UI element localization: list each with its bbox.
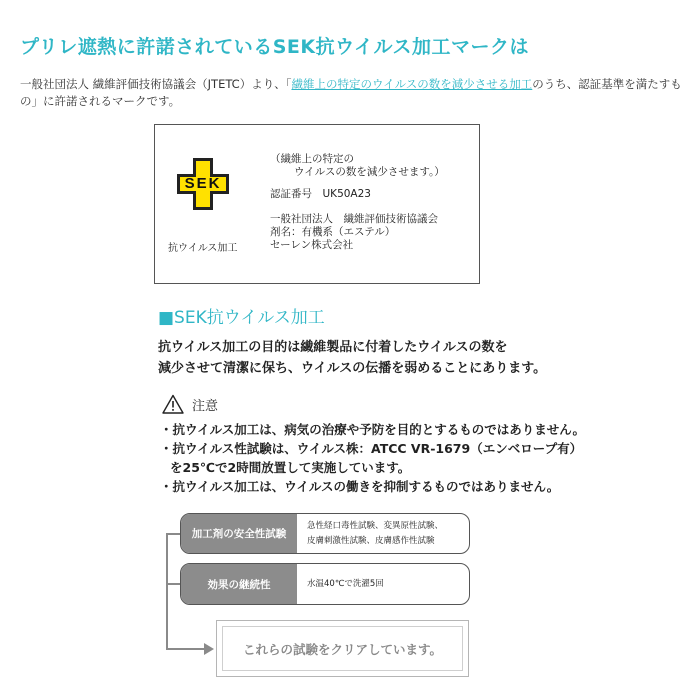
durability-detail-1: 水温40℃で洗濯5回 [307, 578, 384, 589]
warning-triangle-icon [162, 394, 184, 414]
caution-item-1: ・抗ウイルス加工は、病気の治療や予防を目的とするものではありません。 [160, 422, 586, 437]
page-title: プリレ遮熱に許諾されているSEK抗ウイルス加工マークは [20, 36, 529, 58]
mark-company: セーレン株式会社 [270, 239, 354, 251]
sek-logo-label: 抗ウイルス加工 [168, 243, 238, 254]
cert-number: 認証番号 UK50A23 [270, 188, 371, 200]
durability-label: 効果の継続性 [181, 564, 297, 604]
sek-mark-box [154, 124, 480, 284]
flow-connector [166, 648, 206, 650]
safety-test-detail-1: 急性経口毒性試験、変異原性試験、 [307, 520, 444, 531]
durability-detail [307, 564, 463, 604]
flow-connector [166, 533, 168, 650]
result-text: これらの試験をクリアしています。 [222, 626, 463, 671]
intro-text [20, 76, 685, 110]
safety-test-label: 加工剤の安全性試験 [181, 514, 297, 553]
intro-before: 一般社団法人 繊維評価技術協議会（JTETC）より、「 [20, 77, 292, 91]
caution-item-2-cont: を25℃で2時間放置して実施しています。 [170, 460, 411, 475]
safety-test-detail-2: 皮膚刺激性試験、皮膚感作性試験 [307, 535, 435, 546]
result-box [216, 620, 469, 677]
purpose-line1: 抗ウイルス加工の目的は繊維製品に付着したウイルスの数を [158, 340, 508, 355]
intro-after: のうち、認証基準を満たすもの」に許諾されるマークです。 [20, 77, 682, 108]
purpose-line2: 減少させて清潔に保ち、ウイルスの伝播を弱めることにあります。 [158, 361, 547, 376]
caution-item-3: ・抗ウイルス加工は、ウイルスの働きを抑制するものではありません。 [160, 479, 560, 494]
sek-logo-text: SEK [184, 175, 222, 192]
arrow-right-icon [204, 643, 214, 655]
mark-info [270, 153, 475, 252]
caution-label: 注意 [192, 398, 219, 414]
caution-heading [162, 394, 218, 414]
mark-info-line1: （繊維上の特定の [270, 153, 354, 165]
caution-list [160, 420, 690, 496]
section-title: ■SEK抗ウイルス加工 [158, 308, 325, 328]
mark-info-line2: ウイルスの数を減少させます。） [294, 166, 445, 178]
safety-test-detail [307, 514, 463, 553]
safety-test-row [180, 513, 470, 554]
durability-row [180, 563, 470, 605]
caution-item-2: ・抗ウイルス性試験は、ウイルス株：ATCC VR-1679（エンベロープ有） [160, 441, 583, 456]
intro-highlight: 繊維上の特定のウイルスの数を減少させる加工 [291, 77, 533, 91]
sek-cross-logo [177, 158, 229, 210]
mark-agent: 剤名：有機系（エステル） [270, 226, 396, 238]
mark-org: 一般社団法人 繊維評価技術協議会 [270, 213, 438, 225]
purpose-text [158, 337, 678, 379]
